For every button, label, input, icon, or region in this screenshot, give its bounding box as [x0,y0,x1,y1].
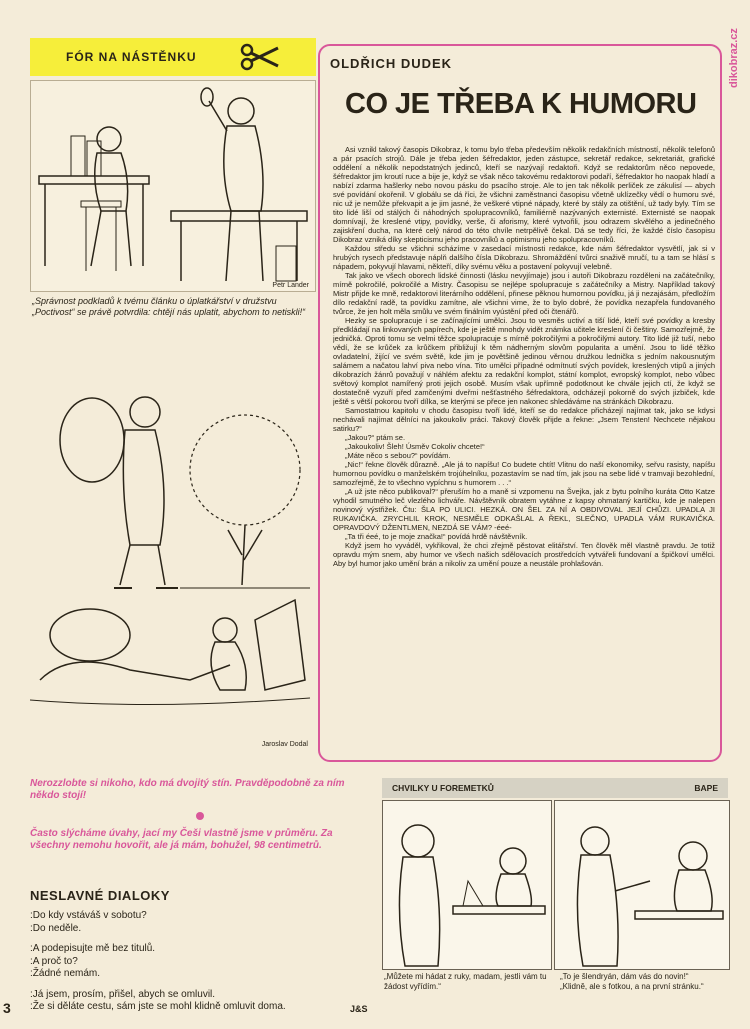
article-paragraph: „Ta tři éeé, to je moje značka!“ povídá hrdě návštěvník. [345,532,528,541]
comic-panel-left [382,800,552,970]
cartoon-caption: „Správnost podkladů k tvému článku o úplatkářství v družstvu „Poctivost“ se právě potvrdila: chtějí nás uplatit, abychom to netiskli!“ [32,296,306,317]
cartoon-credit: Petr Lander [272,282,309,289]
page-number: 3 [3,1000,11,1016]
comic-title: CHVILKY U FOREMETKŮ [392,783,494,793]
article-paragraph: „Jakoukoliv! Šleh! Úsměv Cokoliv chcete!“ [345,442,485,451]
article-paragraph: „A už jste něco publikoval?“ přeruším ho a maně si vzpomenu na Švejka, jak z bytu polního kuráta Otto Katze vyhodil smutného leč vlezlého lichváře. Návštěvník obratem vytáhne z kapsy ohmataný kartičku, kde je nalepen novinový výstřižek. Čtu: ŠLA PO ULICI. HEZKÁ. ON ŠEL ZA NÍ A OBDIVOVAL JEJÍ CHŮZI. UPADLA JI RUKAVIČKA. ZRYCHLIL KROK, NESMĚLE ODKAŠLAL A ŘEKL, SLEČNO, UPADLA VÁM RUKAVIČKA. OPRAVDOVÝ DŽENTLMEN, NEZDÁ SE VÁM? -éeé- [333,487,715,532]
comic-caption: „To je šlendryán, dám vás do novin!“ „Klidně, ale s fotkou, a na první stránku.“ [560,972,704,991]
scissors-icon [240,42,280,72]
article-paragraph: „Máte něco s sebou?“ povídám. [345,451,451,460]
dialog-line: :Žádné nemám. [30,968,101,979]
aphorism-note: Často slýcháme úvahy, jací my Češi vlastně jsme v průměru. Za všechny nemohu hovořit, ale já mám, bohužel, 98 centimetrů. [30,828,333,851]
section-label: FÓR NA NÁSTĚNKU [66,50,197,64]
aphorism-note: Nerozzlobte si nikoho, kdo má dvojitý stín. Pravděpodobně za ním někdo stojí! [30,778,345,801]
article-paragraph: Hezky se spolupracuje i se začínajícími umělci. Jsou to vesměs uctiví a tiší lidé, kteří své povídky a kresby předkládají na linkovaných papírech, kde je ještě mnohdy vidět známka učitele kreslení či češtiny. Samozřejmě, že jedničká. Oproti tomu se velmi těžce spolupracuje s mírně pokročilými a pokročilými autory. Tito lidé již tuší, nebo vědí, že se krůček za krůčkem přibližují k těm nádherným slovům popularita a umění. Jsou to lidé těžko ovladatelní, žijící ve svém světě, kde jim je povětšině jedinou věrnou družkou lednička s jedním nakousnutým salámem a načatou lahví piva nebo vína. Tito umělci případné odmítnutí svých povídek, kreslených vtipů a jiných dikobrazích žánrů považují v náhlém afektu za redakční komplot, státní komplot, evropský komplot, nebo vůbec světový komplot namířený proti jejich osobě. Musím však upřímně podotknout ke chvále jejich ctí, že když se dostatečně vyzuří před zamčenými dveřmi nešťastného šéfredaktora, odcházejí pokorně do svých jizbiček, kde ještě s větší pokorou tvoří dílka, se kterými se přece jen nakonec shledáváme na stránkách Dikobrazu. [333,316,715,406]
article-title: CO JE TŘEBA K HUMORU [345,88,697,120]
dialog-spacer [30,935,350,943]
bullet-dot [196,812,204,820]
comic-author: BAPE [694,783,718,793]
dialog-line: :Že si děláte cestu, sám jste se mohl klidně omluvit doma. [30,1001,286,1012]
article-paragraph: Asi vznikl takový časopis Dikobraz, k tomu bylo třeba především několik redakčních místností, několik telefonů a pár psacích strojů. Dále je třeba jeden šéfredaktor, jeden zástupce, sekretář redakce, sekretariát, grafické oddělení a několik nepodstatných jedinců, kteří se nazývají redaktoři. Když se redaktorům něco nepovede, šéfredaktor jim kroutí ruce a bije je, když se však něco takovému redaktorovi podaří, šéfredaktor ho naopak hladí a nabízí zdarma hašlerky nebo novou pásku do psacího stroje. Ale to jen tak několik perliček ze zákulisí — abych své povídání okořenil. V globálu se dá říci, že všichni zaměstnanci časopisu včetně uklízečky vědí o humoru své, nic už je nemůže překvapit a je jim jasné, že veškeré vtipné nápady, které by stály za otištění, už tady byly. Tím se tito lidé liší od stálých či náhodných spolupracovníků, familiérně nazývaných externisté. Externisté se naopak domnívají, že kreslené vtipy, povídky, verše, či aforismy, které vytvořili, jsou odrazem skvělého a jedinečného zajiskření ducha, na které celý národ do této chvíle netrpělivě čekal. Dá se tedy říci, že každé číslo časopisu Dikobraz vzniká díky skepticismu jeho pracovníků a optimismu jeho spolupracovníků. [333,145,715,244]
dialog-line: :A proč to? [30,955,78,967]
dialog-line: :Já jsem, prosím, přišel, abych se omluvil. [30,988,216,1000]
dialog-spacer [30,981,350,989]
comic-caption: „Můžete mi hádat z ruky, madam, jestli vám tu žádost vyřídím.“ [384,972,547,991]
comic-header [382,778,728,798]
dialog-line: :A podepisujte mě bez titulů. [30,943,156,954]
dialogs-list [30,910,350,1014]
article-paragraph: Každou středu se všichni scházíme v zasedací místnosti redakce, kde nám šéfredaktor vysvětlí, jak si v hrubých rysech představuje náplň dalšího čísla Dikobrazu. Shromáždění tvůrci snaživě mručí, tu a tam se hlásí s nápadem, pokyvují hlavami, někteří, díky svému věku a postavení pokyvují velebně. [333,244,715,271]
dialog-line: :Do kdy vstáváš v sobotu? [30,910,147,921]
dialog-line: :Do neděle. [30,922,82,934]
article-paragraph: „Jakou?“ ptám se. [345,433,406,442]
article-body [333,145,715,757]
office-cartoon [30,80,316,292]
comic-panel-right [554,800,730,970]
article-author: OLDŘICH DUDEK [330,56,453,71]
section-label-banner [30,38,316,76]
site-tag: dikobraz.cz [728,28,740,88]
cartoon-credit: Jaroslav Dodal [261,741,308,748]
footer-mark: J&S [350,1004,368,1014]
dialogs-title: NESLAVNÉ DIALOKY [30,888,170,903]
article-paragraph: „Nic!“ řekne člověk důrazně. „Ale já to napíšu! Co budete chtít! Vlitnu do naší ekonomiky, seřvu rasisty, napíšu humornou povídku o manželském trojúhelníku, pozastavím se nad tím, jak jsou na sebe lidé v tramvaji bezohlední, samozřejmě, že to všechno vypíchnu s humorem . . .“ [333,460,715,487]
article-paragraph: Tak jako ve všech oborech lidské činnosti (lásku nevyjímaje) jsou i autoři Dikobrazu rozděleni na začátečníky, mírně pokročilé, pokročilé a Mistry. Časopisu se nejlépe spolupracuje s začátečníky a Mistry. Například takový Mistr přijde ke mně, redaktorovi literárního oddělení, přinese pěknou humornou povídku, já ji nezajásám, předložím dílo redakční radě, ta povídku zamítne, ale všichni vime, že to bylo dobré, že povídka nezapřela fundovaného tvůrce, že jen holt měla smůlu ve svém finálním vyústění před oči čtenářů. [333,271,715,316]
article-paragraph: Samostatnou kapitolu v chodu časopisu tvoří lidé, kteří se do redakce přicházejí najímat tak, jako se kdysi nechávali najímat dělníci na jakoukoliv práci. Takový člověk přijde a řekne: „Jsem Tensten! Nechcete nějakou satirku?“ [333,406,715,433]
article-paragraph: Když jsem ho vyváděl, vykřikoval, že chci zřejmě pěstovat elitářství. Ten člověk měl vlastně pravdu. Je totiž opravdu mým snem, aby humor ve všech našich sdělovacích prostředcích vytvářeli fundovaní a špičkoví umělci. Aby byl humor jako umění brán a nikoliv za umění pouze a neustále prohlašován. [333,541,715,568]
hiker-cartoon [30,380,314,750]
